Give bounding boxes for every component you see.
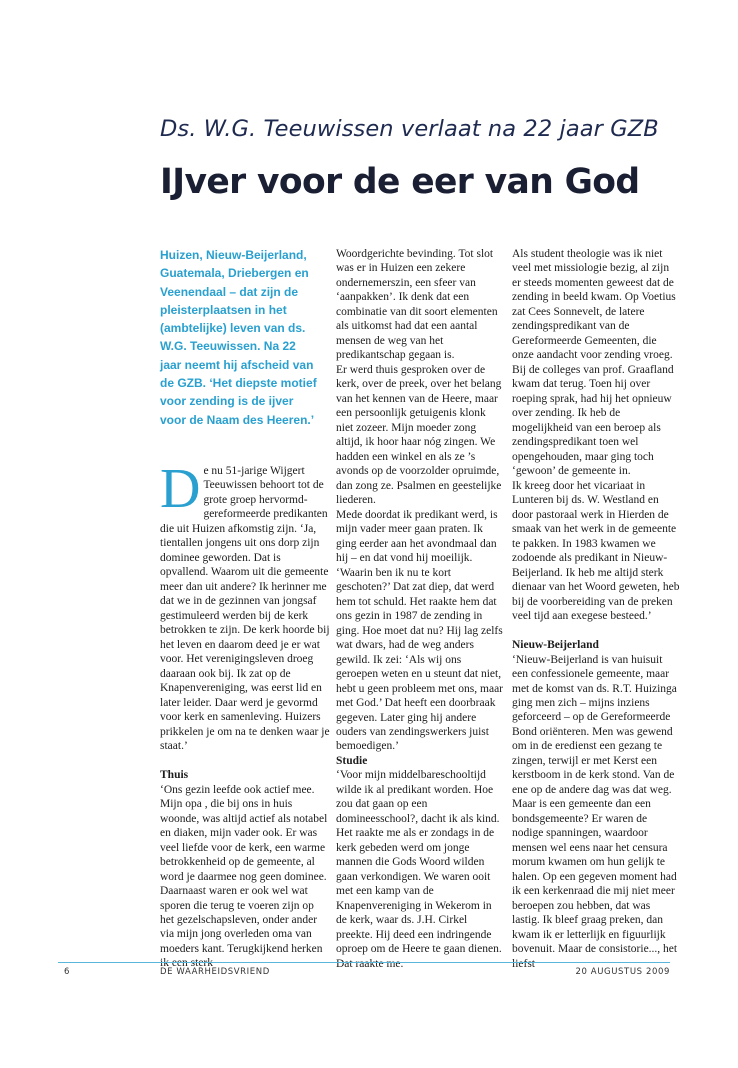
body-paragraph: Mede doordat ik predikant werd, is mijn vader meer gaan praten. Ik ging eerder aan het avondmaal dan hij – en dat vond hij moeilijk. ‘Waarin ben ik nu te kort geschoten?’ Dat zat diep, dat werd hem tot schuld. Het raakte hem dat ons gezin in 1987 de zending in ging. Hoe moet dat nu? Hij lag zelfs wat dwars, had de weg anders gewild. Ik zei: ‘Als wij ons geroepen weten en u steunt dat niet, hebt u geen probleem met ons, maar met God.’ Dat heeft een doorbraak gegeven. Later ging hij andere ouders van zendingswerkers juist bemoedigen.’ [336,508,504,753]
body-paragraph: Er werd thuis gesproken over de kerk, over de preek, over het belang van het kennen van de Heere, maar een persoonlijk getuigenis klonk niet zozeer. Mijn moeder zong altijd, ik hoor haar nóg zingen. We hadden een winkel en als ze ’s avonds op de voorzolder opruimde, dan zong ze. Psalmen en geestelijke liederen. [336,363,502,507]
issue-date: 20 AUGUSTUS 2009 [575,967,670,977]
body-paragraph: Woordgerichte bevinding. Tot slot was er in Huizen een zekere ondernemerszin, een sfeer van ‘aanpakken’. Ik denk dat een combinatie van dit soort elementen als uitkomst had dat een aantal mensen de weg van het predikantschap gegaan is. [336,248,498,362]
article-headline: IJver voor de eer van God [160,162,640,202]
body-paragraph: Ik kreeg door het vicariaat in Lunteren bij ds. W. Westland en door pastoraal werk in Hierden de smaak van het werk in de gemeente te pakken. In 1983 kwamen we zodoende als predikant in Nieuw-Beijerland. Ik heb me altijd sterk dienaar van het Woord geweten, heb bij de voorbereiding van de preken veel tijd aan exegese besteed.’ [512,479,680,623]
opening-paragraph [160,458,330,754]
body-paragraph: ‘Voor mijn middelbareschooltijd wilde ik al predikant worden. Hoe zou dat gaan op een domineesschool?, dacht ik als kind. Het raakte me als er zondags in de kerk gebeden werd om jonge mannen die Gods Woord wilden gaan verkondigen. We waren ooit met een kamp van de Knapenvereniging in Wekerom in de kerk, waar ds. J.H. Cirkel preekte. Hij deed een indringende oproep om de Heere te gaan dienen. Dat raakte me. [336,769,502,970]
body-paragraph: ‘Ons gezin leefde ook actief mee. Mijn opa , die bij ons in huis woonde, was altijd actief als notabel en diaken, mijn vader ook. Er was veel liefde voor de kerk, een warme betrokkenheid op de gemeente, al word je daarmee nog geen dominee. Daarnaast waren er ook wel wat sporen die terug te voeren zijn op het gezelschapsleven, onder ander via mijn jong overleden oma van moeders kant. Terugkijkend herken ik een sterk [160,783,328,970]
drop-cap: D [160,458,201,520]
column-2 [336,247,504,971]
column-1 [160,458,330,971]
column-3 [512,247,680,971]
footer-rule [58,962,670,963]
body-paragraph: Als student theologie was ik niet veel met missiologie bezig, al zijn er steeds momenten geweest dat de zending in beeld kwam. Op Voetius zat Cees Sonnevelt, de latere zendingspredikant van de Gereformeerde Gemeenten, die onze aandacht voor zending vroeg. Bij de colleges van prof. Graafland kwam dat terug. Toen hij over roeping sprak, had hij het opnieuw over zending. Ik heb de mogelijkheid van een beroep als zendingspredikant toen wel opengehouden, maar ging toch ‘gewoon’ de gemeente in. [512,248,676,478]
section-heading-thuis: Thuis [160,769,189,782]
section-heading-studie: Studie [336,754,368,767]
section-heading-nieuw-beijerland: Nieuw-Beijerland [512,639,599,652]
article-kicker: Ds. W.G. Teeuwissen verlaat na 22 jaar GZB [160,116,659,142]
opening-paragraph-text: e nu 51-jarige Wijgert Teeuwissen behoort tot de grote groep hervormd-gereformeerde predikanten die uit Huizen afkomstig zijn. ‘Ja, tientallen jongens uit ons dorp zijn dominee geworden. Dat is opvallend. Waarom uit die gemeente meer dan uit andere? Ik herinner me dat we in de gezinnen van jongsaf gestimuleerd werden bij de kerk betrokken te zijn. De kerk hoorde bij het leven en daarom deed je er wat voor. Het verenigingsleven droeg daaraan ook bij. Ik zat op de Knapenvereniging, was eerst lid en later leider. Daar werd je gevormd voor kerk en samenleving. Huizers prikkelen je om na te denken waar je staat.’ [160,465,330,753]
article-intro: Huizen, Nieuw-Beijerland, Guatemala, Driebergen en Veenendaal – dat zijn de pleisterplaatsen in het (ambtelijke) leven van ds. W.G. Teeuwissen. Na 22 jaar neemt hij afscheid van de GZB. ‘Het diepste motief voor zending is de ijver voor de Naam des Heeren.’ [160,248,317,427]
body-paragraph: ‘Nieuw-Beijerland is van huisuit een confessionele gemeente, maar met de komst van ds. R.T. Huizinga ging men zich – mijns inziens geforceerd – op de Gereformeerde Bond oriënteren. Men was gewend om in de eredienst een gezang te zingen, terwijl er met Kerst een kerstboom in de kerk stond. Van de ene op de andere dag was dat weg. Maar is een gemeente dan een bondsgemeente? Er waren de nodige spanningen, waardoor mensen wel eens naar het censura morum kwamen om hun gelijk te halen. Op een gegeven moment had ik een kerkenraad die mij niet meer beroepen zou hebben, dat was lastig. Ik bleef graag preken, dan kwam ik er letterlijk en figuurlijk bovenuit. Maar de consistorie..., het liefst [512,653,678,970]
page-number: 6 [64,967,71,977]
publication-name: DE WAARHEIDSVRIEND [160,967,270,977]
